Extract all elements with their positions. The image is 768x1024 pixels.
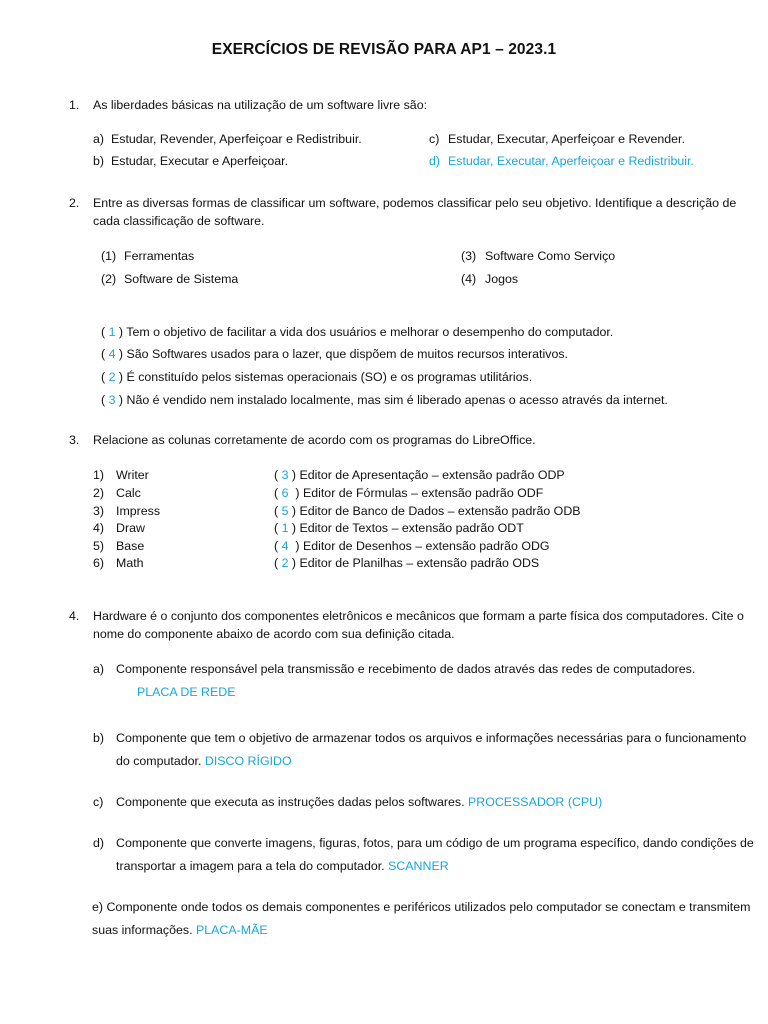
q2-answer-2-text: São Softwares usados para o lazer, que dispõem de muitos recursos interativos. — [126, 347, 568, 361]
q4-item-b-answer: DISCO RÍGIDO — [204, 754, 292, 768]
q2-number: 2. — [69, 196, 80, 210]
q4-item-b-letter: b) — [93, 731, 105, 745]
q3-program-5-num: 5) — [93, 539, 105, 553]
q4-item-d-line2-row — [116, 858, 449, 875]
q4-text-line2: nome do componente abaixo de acordo com sua definição citada. — [93, 627, 455, 641]
q3-match-6-answer: 2 — [281, 556, 289, 570]
q4-item-d-text-line2: transportar a imagem para a tela do computador. — [116, 859, 385, 873]
q3-match-row: ( 2 ) Editor de Planilhas – extensão padrão ODS — [274, 556, 540, 570]
q3-text: Relacione as colunas corretamente de acordo com os programas do LibreOffice. — [93, 433, 536, 447]
q4-item-a-letter: a) — [93, 662, 105, 676]
q4-item-b-line2-row — [116, 753, 292, 770]
q2-answer-row: ( 4 ) São Softwares usados para o lazer, que dispõem de muitos recursos interativos. — [101, 347, 568, 361]
q3-match-3-text: Editor de Banco de Dados – extensão padrão ODB — [299, 504, 581, 518]
q3-program-2: Calc — [116, 486, 141, 500]
q4-item-a-text: Componente responsável pela transmissão e recebimento de dados através das redes de computadores. — [116, 662, 696, 676]
q4-item-b-text-line2: do computador. — [116, 754, 202, 768]
q4-item-b-text-line1: Componente que tem o objetivo de armazenar todos os arquivos e informações necessárias para o funcionamento — [116, 731, 747, 745]
q3-program-3-num: 3) — [93, 504, 105, 518]
q3-program-6: Math — [116, 556, 144, 570]
q3-program-6-num: 6) — [93, 556, 105, 570]
q4-item-d-text-line1: Componente que converte imagens, figuras, fotos, para um código de um programa específico, dando condições de — [116, 836, 754, 850]
q4-item-a-answer: PLACA DE REDE — [137, 685, 236, 699]
q3-match-5-text: Editor de Desenhos – extensão padrão ODG — [302, 539, 550, 553]
q2-category-2: Software de Sistema — [124, 272, 239, 286]
q2-text-line2: cada classificação de software. — [93, 214, 265, 228]
q2-answer-2: 4 — [108, 347, 116, 361]
q4-item-e-letter: e) — [92, 900, 104, 914]
q4-item-e-line2-row — [92, 922, 268, 939]
q2-category-3-num: (3) — [461, 249, 477, 263]
q3-program-1: Writer — [116, 468, 149, 482]
q2-answer-1-text: Tem o objetivo de facilitar a vida dos usuários e melhorar o desempenho do computador. — [126, 325, 614, 339]
q2-category-4-num: (4) — [461, 272, 477, 286]
q4-text-line1: Hardware é o conjunto dos componentes eletrônicos e mecânicos que formam a parte física dos computadores. Cite o — [93, 609, 744, 623]
q4-item-c-text: Componente que executa as instruções dadas pelos softwares. — [116, 795, 465, 809]
q2-text-line1: Entre as diversas formas de classificar um software, podemos classificar pelo seu objetivo. Identifique a descrição de — [93, 196, 737, 210]
q1-text: As liberdades básicas na utilização de um software livre são: — [93, 98, 428, 112]
q3-program-4: Draw — [116, 521, 145, 535]
q2-category-1: Ferramentas — [124, 249, 195, 263]
q3-program-2-num: 2) — [93, 486, 105, 500]
q1-option-d-correct: Estudar, Executar, Aperfeiçoar e Redistribuir. — [448, 154, 694, 168]
q3-match-4-text: Editor de Textos – extensão padrão ODT — [299, 521, 524, 535]
q2-category-2-num: (2) — [101, 272, 117, 286]
q3-program-5: Base — [116, 539, 145, 553]
q3-match-1-answer: 3 — [281, 468, 289, 482]
q2-answer-row: ( 3 ) Não é vendido nem instalado localmente, mas sim é liberado apenas o acesso através da internet. — [101, 393, 668, 407]
q3-match-row: ( 6 ) Editor de Fórmulas – extensão padrão ODF — [274, 486, 544, 500]
q4-item-e-text-line1: Componente onde todos os demais componentes e periféricos utilizados pelo computador se conectam e transmitem — [106, 900, 751, 914]
q4-item-c-answer: PROCESSADOR (CPU) — [467, 795, 603, 809]
q3-match-row: ( 5 ) Editor de Banco de Dados – extensão padrão ODB — [274, 504, 581, 518]
q2-answer-4: 3 — [108, 393, 116, 407]
q2-answer-1: 1 — [108, 325, 116, 339]
q3-match-2-answer: 6 — [281, 486, 289, 500]
q3-match-row: ( 3 ) Editor de Apresentação – extensão padrão ODP — [274, 468, 565, 482]
q2-category-3: Software Como Serviço — [485, 249, 616, 263]
q2-category-4: Jogos — [485, 272, 519, 286]
q4-item-e-text-line2: suas informações. — [92, 923, 193, 937]
q3-match-row: ( 1 ) Editor de Textos – extensão padrão ODT — [274, 521, 524, 535]
q3-match-3-answer: 5 — [281, 504, 289, 518]
q4-item-c-letter: c) — [93, 795, 104, 809]
q1-option-d-letter: d) — [429, 154, 441, 168]
q2-answer-row: ( 2 ) É constituído pelos sistemas operacionais (SO) e os programas utilitários. — [101, 370, 533, 384]
q3-match-row: ( 4 ) Editor de Desenhos – extensão padrão ODG — [274, 539, 550, 553]
q3-match-4-answer: 1 — [281, 521, 289, 535]
q1-option-a: Estudar, Revender, Aperfeiçoar e Redistribuir. — [111, 132, 362, 146]
q2-category-1-num: (1) — [101, 249, 117, 263]
page-title: EXERCÍCIOS DE REVISÃO PARA AP1 – 2023.1 — [211, 41, 557, 58]
q2-answer-row: ( 1 ) Tem o objetivo de facilitar a vida dos usuários e melhorar o desempenho do computador. — [101, 325, 614, 339]
q4-number: 4. — [69, 609, 80, 623]
q2-answer-3-text: É constituído pelos sistemas operacionais (SO) e os programas utilitários. — [126, 370, 533, 384]
q3-program-4-num: 4) — [93, 521, 105, 535]
q1-option-b-letter: b) — [93, 154, 105, 168]
q3-program-1-num: 1) — [93, 468, 105, 482]
q1-option-c: Estudar, Executar, Aperfeiçoar e Revender. — [448, 132, 685, 146]
q4-item-d-letter: d) — [93, 836, 105, 850]
q3-match-1-text: Editor de Apresentação – extensão padrão ODP — [299, 468, 565, 482]
q3-match-5-answer: 4 — [281, 539, 289, 553]
q1-option-b: Estudar, Executar e Aperfeiçoar. — [111, 154, 289, 168]
q4-item-e-row1 — [92, 899, 750, 916]
q1-option-c-letter: c) — [429, 132, 440, 146]
q1-number: 1. — [69, 98, 80, 112]
q3-program-3: Impress — [116, 504, 161, 518]
q2-answer-3: 2 — [108, 370, 116, 384]
q2-answer-4-text: Não é vendido nem instalado localmente, mas sim é liberado apenas o acesso através da internet. — [126, 393, 668, 407]
q4-item-e-answer: PLACA-MÃE — [196, 923, 268, 937]
q4-item-d-answer: SCANNER — [388, 859, 449, 873]
q4-item-c-row — [116, 794, 602, 811]
q3-number: 3. — [69, 433, 80, 447]
q1-option-a-letter: a) — [93, 132, 105, 146]
q3-match-2-text: Editor de Fórmulas – extensão padrão ODF — [302, 486, 544, 500]
q3-match-6-text: Editor de Planilhas – extensão padrão ODS — [299, 556, 540, 570]
